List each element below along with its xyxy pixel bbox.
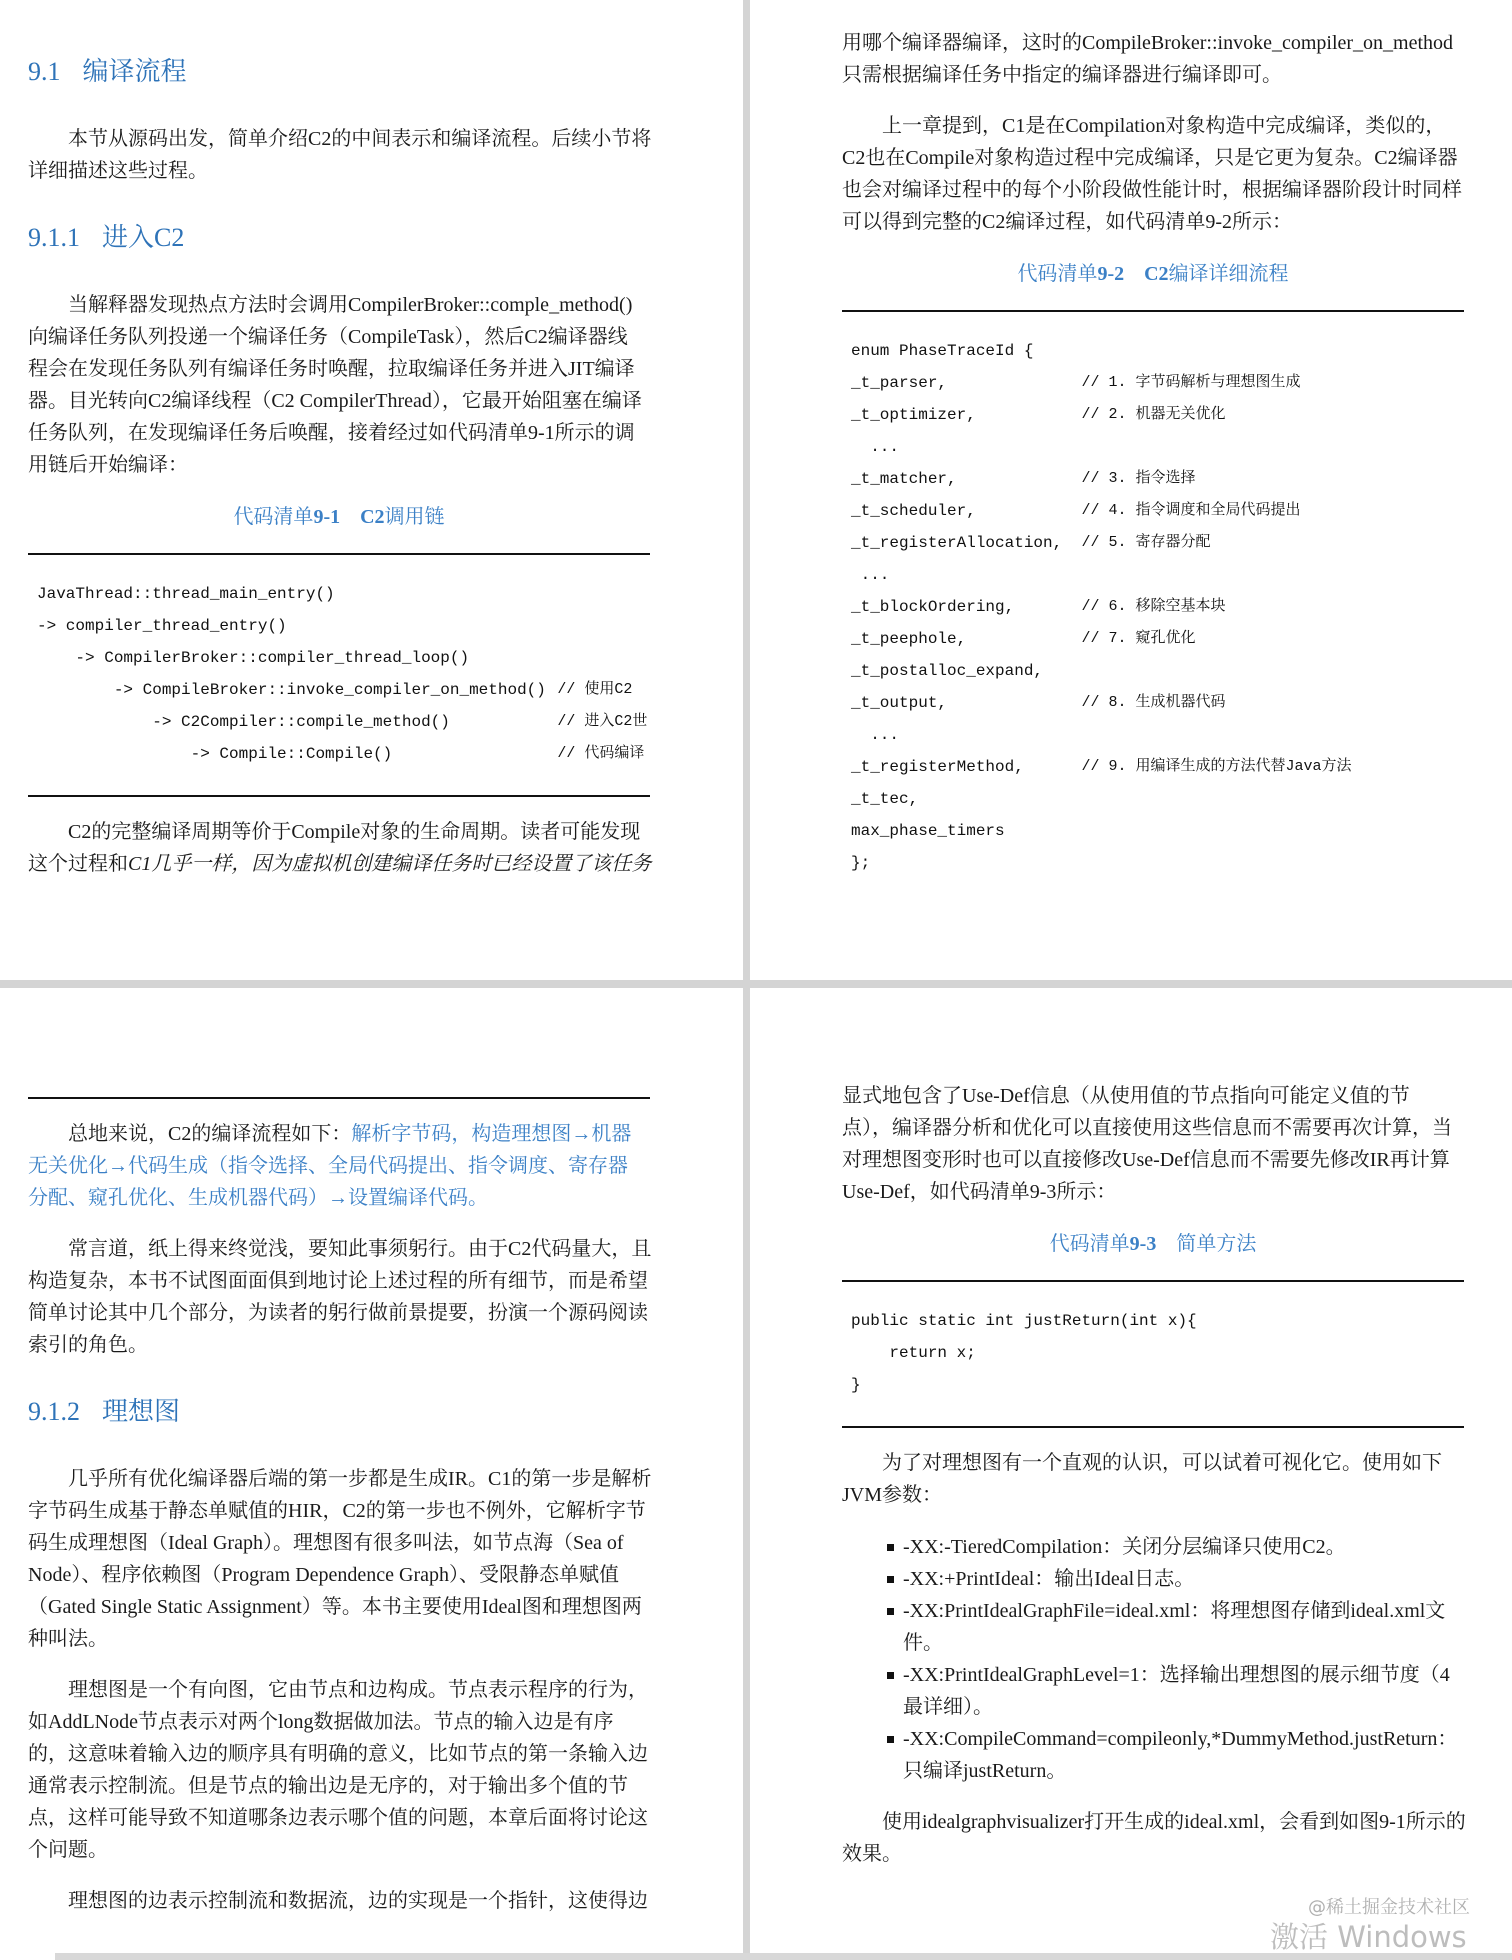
section-number: 9.1 bbox=[28, 57, 61, 86]
list-item bbox=[842, 1531, 1464, 1563]
section-heading bbox=[28, 52, 650, 92]
code-line bbox=[851, 847, 1464, 879]
code-line bbox=[851, 1305, 1464, 1337]
paragraph bbox=[28, 289, 650, 481]
code-comment: // 8. 生成机器代码 bbox=[1081, 694, 1226, 711]
list-item bbox=[842, 1723, 1464, 1787]
code-text: public static int justReturn(int x){ bbox=[851, 1312, 1197, 1330]
text-line: -XX:CompileCommand=compileonly,*DummyMethod.justReturn： bbox=[903, 1728, 1458, 1750]
section-heading bbox=[28, 1392, 650, 1432]
text-line: 的，这意味着输入边的顺序具有明确的意义，比如节点的第一条输入边 bbox=[28, 1743, 648, 1765]
code-text: _t_registerAllocation, bbox=[851, 534, 1063, 552]
code-line bbox=[851, 367, 1464, 399]
caption-prefix: 代码清单 bbox=[1049, 1233, 1130, 1255]
text-line: 通常表示控制流。但是节点的输出边是无序的，对于输出多个值的节 bbox=[28, 1775, 628, 1797]
paragraph bbox=[28, 816, 650, 880]
code-text: _t_tec, bbox=[851, 790, 919, 808]
code-line bbox=[37, 674, 650, 706]
code-text: _t_optimizer, bbox=[851, 406, 976, 424]
paragraph bbox=[842, 1806, 1464, 1870]
code-comment: // 7. 窥孔优化 bbox=[1081, 630, 1196, 647]
code-line bbox=[851, 1369, 1464, 1401]
code-line bbox=[851, 431, 1464, 463]
text-line: 字节码生成基于静态单赋值的HIR，C2的第一步也不例外，它解析字节 bbox=[28, 1500, 646, 1522]
paragraph bbox=[842, 1080, 1464, 1208]
text-line: 构造复杂，本书不试图面面俱到地讨论上述过程的所有细节，而是希望 bbox=[28, 1270, 648, 1292]
site-watermark: @稀土掘金技术社区 bbox=[1308, 1897, 1470, 1918]
text-line: 简单讨论其中几个部分，为读者的躬行做前景提要，扮演一个源码阅读 bbox=[28, 1302, 648, 1324]
text-line: 如AddLNode节点表示对两个long数据做加法。节点的输入边是有序 bbox=[28, 1711, 614, 1733]
text-line: 显式地包含了Use-Def信息（从使用值的节点指向可能定义值的节 bbox=[842, 1085, 1410, 1107]
highlighted-text: 分配、窥孔优化、生成机器代码）→设置编译代码。 bbox=[28, 1187, 488, 1209]
code-text: -> compiler_thread_entry() bbox=[37, 617, 287, 635]
code-text: _t_parser, bbox=[851, 374, 948, 392]
section-title: 理想图 bbox=[102, 1397, 181, 1426]
caption-title: 简单方法 bbox=[1176, 1233, 1257, 1255]
code-text: max_phase_timers bbox=[851, 822, 1005, 840]
code-comment: // 进入C2世 bbox=[557, 713, 648, 730]
code-text: return x; bbox=[851, 1344, 976, 1362]
text-run: 总地来说，C2的编译流程如下： bbox=[68, 1123, 352, 1145]
code-comment: // 使用C2 bbox=[557, 681, 633, 698]
text-line: 向编译任务队列投递一个编译任务（CompileTask），然后C2编译器线 bbox=[28, 326, 628, 348]
code-line bbox=[851, 527, 1464, 559]
text-line: 件。 bbox=[903, 1632, 943, 1654]
paragraph bbox=[28, 1885, 650, 1917]
caption-title: 编译详细流程 bbox=[1168, 263, 1289, 285]
paragraph bbox=[28, 1118, 650, 1214]
code-text: -> CompileBroker::invoke_compiler_on_method() bbox=[37, 681, 546, 699]
code-line bbox=[851, 783, 1464, 815]
text-line: -XX:+PrintIdeal：输出Ideal日志。 bbox=[903, 1568, 1195, 1590]
text-line: 上一章提到，C1是在Compilation对象构造中完成编译，类似的， bbox=[882, 115, 1446, 137]
text-line: 几乎所有优化编译器后端的第一步都是生成IR。C1的第一步是解析 bbox=[68, 1468, 652, 1490]
code-text: ... bbox=[851, 566, 890, 584]
code-text: -> Compile::Compile() bbox=[37, 745, 393, 763]
code-text: _t_matcher, bbox=[851, 470, 957, 488]
text-line: 用链后开始编译： bbox=[28, 454, 188, 476]
italic-text: C1几乎一样，因为虚拟机创建编译任务时已经设置了该任务 bbox=[128, 853, 652, 875]
text-line: 索引的角色。 bbox=[28, 1334, 148, 1356]
text-line: 只需根据编译任务中指定的编译器进行编译即可。 bbox=[842, 64, 1282, 86]
code-comment: // 4. 指令调度和全局代码提出 bbox=[1081, 502, 1301, 519]
text-line: C2也在Compile对象构造过程中完成编译，只是它更为复杂。C2编译器 bbox=[842, 147, 1458, 169]
text-line: 对理想图变形时也可以直接修改Use-Def信息而不需要先修改IR再计算 bbox=[842, 1149, 1450, 1171]
text-line: Node）、程序依赖图（Program Dependence Graph）、受限静态单赋值 bbox=[28, 1564, 620, 1586]
text-line bbox=[28, 1150, 650, 1182]
caption-title-bold: C2 bbox=[1144, 263, 1169, 285]
text-line: Use-Def，如代码清单9-3所示： bbox=[842, 1181, 1117, 1203]
horizontal-rule bbox=[842, 1426, 1464, 1428]
text-line: JVM参数： bbox=[842, 1484, 943, 1506]
highlighted-text: 解析字节码，构造理想图→机器 bbox=[351, 1123, 632, 1145]
paragraph bbox=[842, 1447, 1464, 1511]
caption-prefix: 代码清单 bbox=[1017, 263, 1098, 285]
caption-title-bold: C2 bbox=[360, 506, 385, 528]
list-item bbox=[842, 1563, 1464, 1595]
code-text: _t_peephole, bbox=[851, 630, 967, 648]
paragraph bbox=[28, 1233, 650, 1361]
text-line: -XX:PrintIdealGraphFile=ideal.xml：将理想图存储到ideal.xml文 bbox=[903, 1600, 1446, 1622]
text-run: 这个过程和 bbox=[28, 853, 128, 875]
code-comment: // 1. 字节码解析与理想图生成 bbox=[1081, 374, 1301, 391]
text-line: -XX:-TieredCompilation：关闭分层编译只使用C2。 bbox=[903, 1536, 1346, 1558]
page-bottom-right bbox=[750, 988, 1512, 1953]
code-line bbox=[851, 815, 1464, 847]
code-text: enum PhaseTraceId { bbox=[851, 342, 1034, 360]
section-title: 编译流程 bbox=[82, 57, 187, 86]
text-line: 本节从源码出发，简单介绍C2的中间表示和编译流程。后续小节将 bbox=[68, 128, 652, 150]
bullet-list bbox=[842, 1531, 1464, 1787]
text-line: 种叫法。 bbox=[28, 1628, 108, 1650]
code-comment: // 3. 指令选择 bbox=[1081, 470, 1196, 487]
code-text: _t_postalloc_expand, bbox=[851, 662, 1044, 680]
text-line: 为了对理想图有一个直观的认识，可以试着可视化它。使用如下 bbox=[882, 1452, 1442, 1474]
bullet-square-icon bbox=[887, 1608, 894, 1615]
code-line bbox=[851, 1337, 1464, 1369]
text-line: 用哪个编译器编译，这时的CompileBroker::invoke_compiler_on_method bbox=[842, 32, 1454, 54]
windows-activation-watermark: 激活 Windows bbox=[1270, 1920, 1467, 1954]
text-line: 最详细）。 bbox=[903, 1696, 993, 1718]
text-line: 程会在发现任务队列有编译任务时唤醒，拉取编译任务并进入JIT编译 bbox=[28, 358, 635, 380]
horizontal-rule bbox=[28, 1097, 650, 1099]
section-heading bbox=[28, 218, 650, 258]
code-text: JavaThread::thread_main_entry() bbox=[37, 585, 335, 603]
text-line: 使用idealgraphvisualizer打开生成的ideal.xml，会看到如图9-1所示的 bbox=[882, 1811, 1466, 1833]
code-line bbox=[851, 655, 1464, 687]
text-line: 器。目光转向C2编译线程（C2 CompilerThread），它最开始阻塞在编译 bbox=[28, 390, 642, 412]
text-line: 也会对编译过程中的每个小阶段做性能计时，根据编译器阶段计时同样 bbox=[842, 179, 1462, 201]
code-line bbox=[851, 335, 1464, 367]
caption-prefix: 代码清单 bbox=[233, 506, 314, 528]
paragraph bbox=[28, 1674, 650, 1866]
code-line bbox=[37, 610, 650, 642]
code-listing-caption bbox=[842, 1228, 1464, 1260]
paragraph bbox=[842, 27, 1464, 91]
code-text: -> C2Compiler::compile_method() bbox=[37, 713, 450, 731]
text-line: 效果。 bbox=[842, 1843, 902, 1865]
text-line: 只编译justReturn。 bbox=[903, 1760, 1067, 1782]
code-text: _t_registerMethod, bbox=[851, 758, 1024, 776]
text-line: C2的完整编译周期等价于Compile对象的生命周期。读者可能发现 bbox=[68, 821, 641, 843]
paragraph bbox=[28, 1463, 650, 1655]
code-line bbox=[851, 591, 1464, 623]
paragraph bbox=[842, 110, 1464, 238]
text-line: 码生成理想图（Ideal Graph）。理想图有很多叫法，如节点海（Sea of bbox=[28, 1532, 624, 1554]
code-text: ... bbox=[851, 438, 900, 456]
text-line: 详细描述这些过程。 bbox=[28, 160, 208, 182]
bullet-square-icon bbox=[887, 1544, 894, 1551]
text-line bbox=[28, 848, 650, 880]
code-text: _t_output, bbox=[851, 694, 948, 712]
highlighted-text: 无关优化→代码生成（指令选择、全局代码提出、指令调度、寄存器 bbox=[28, 1155, 628, 1177]
text-line: -XX:PrintIdealGraphLevel=1：选择输出理想图的展示细节度（4 bbox=[903, 1664, 1450, 1686]
code-line bbox=[851, 399, 1464, 431]
code-line bbox=[37, 578, 650, 610]
horizontal-rule bbox=[842, 310, 1464, 312]
code-text: _t_scheduler, bbox=[851, 502, 976, 520]
code-line bbox=[37, 738, 650, 770]
code-text: -> CompilerBroker::compiler_thread_loop() bbox=[37, 649, 470, 667]
code-line bbox=[851, 495, 1464, 527]
code-block bbox=[842, 1305, 1464, 1401]
section-title: 进入C2 bbox=[102, 223, 185, 252]
text-line: 任务队列，在发现编译任务后唤醒，接着经过如代码清单9-1所示的调 bbox=[28, 422, 635, 444]
text-line: 点，这样可能导致不知道哪条边表示哪个值的问题，本章后面将讨论这 bbox=[28, 1807, 648, 1829]
code-line bbox=[851, 751, 1464, 783]
page-top-left bbox=[0, 0, 743, 980]
caption-number: 9-1 bbox=[313, 506, 341, 528]
section-number: 9.1.2 bbox=[28, 1397, 80, 1426]
caption-title: 调用链 bbox=[384, 506, 445, 528]
code-line bbox=[851, 463, 1464, 495]
code-text: } bbox=[851, 1376, 861, 1394]
list-item bbox=[842, 1595, 1464, 1659]
code-block bbox=[28, 578, 650, 770]
text-line bbox=[28, 1182, 650, 1214]
code-text: ... bbox=[851, 726, 900, 744]
code-listing-caption bbox=[842, 258, 1464, 290]
code-comment: // 5. 寄存器分配 bbox=[1081, 534, 1211, 551]
bullet-square-icon bbox=[887, 1672, 894, 1679]
caption-number: 9-2 bbox=[1097, 263, 1125, 285]
text-line: 可以得到完整的C2编译过程，如代码清单9-2所示： bbox=[842, 211, 1292, 233]
text-line: 个问题。 bbox=[28, 1839, 108, 1861]
text-line: （Gated Single Static Assignment）等。本书主要使用Ideal图和理想图两 bbox=[28, 1596, 642, 1618]
text-line bbox=[28, 1118, 650, 1150]
page-divider-horizontal bbox=[0, 980, 1512, 988]
code-listing-caption bbox=[28, 501, 650, 533]
text-line: 当解释器发现热点方法时会调用CompilerBroker::comple_method() bbox=[68, 294, 633, 316]
horizontal-rule bbox=[28, 795, 650, 797]
text-line: 理想图是一个有向图，它由节点和边构成。节点表示程序的行为， bbox=[68, 1679, 648, 1701]
code-line bbox=[37, 706, 650, 738]
code-line bbox=[37, 642, 650, 674]
code-line bbox=[851, 719, 1464, 751]
code-line bbox=[851, 623, 1464, 655]
code-comment: // 6. 移除空基本块 bbox=[1081, 598, 1226, 615]
code-comment: // 2. 机器无关优化 bbox=[1081, 406, 1226, 423]
bullet-square-icon bbox=[887, 1736, 894, 1743]
page-top-right bbox=[750, 0, 1512, 980]
list-item bbox=[842, 1659, 1464, 1723]
code-line bbox=[851, 687, 1464, 719]
code-line bbox=[851, 559, 1464, 591]
text-line: 点），编译器分析和优化可以直接使用这些信息而不需要再次计算，当 bbox=[842, 1117, 1452, 1139]
code-text: }; bbox=[851, 854, 871, 872]
code-block bbox=[842, 335, 1464, 879]
paragraph bbox=[28, 123, 650, 187]
horizontal-rule bbox=[28, 553, 650, 555]
code-comment: // 9. 用编译生成的方法代替Java方法 bbox=[1081, 758, 1352, 775]
text-line: 常言道，纸上得来终觉浅，要知此事须躬行。由于C2代码量大，且 bbox=[68, 1238, 652, 1260]
code-text: _t_blockOrdering, bbox=[851, 598, 1015, 616]
section-number: 9.1.1 bbox=[28, 223, 80, 252]
code-comment: // 代码编译 bbox=[557, 745, 645, 762]
horizontal-rule bbox=[842, 1280, 1464, 1282]
text-line: 理想图的边表示控制流和数据流，边的实现是一个指针，这使得边 bbox=[68, 1890, 648, 1912]
caption-number: 9-3 bbox=[1129, 1233, 1157, 1255]
bullet-square-icon bbox=[887, 1576, 894, 1583]
page-bottom-left bbox=[0, 988, 743, 1953]
